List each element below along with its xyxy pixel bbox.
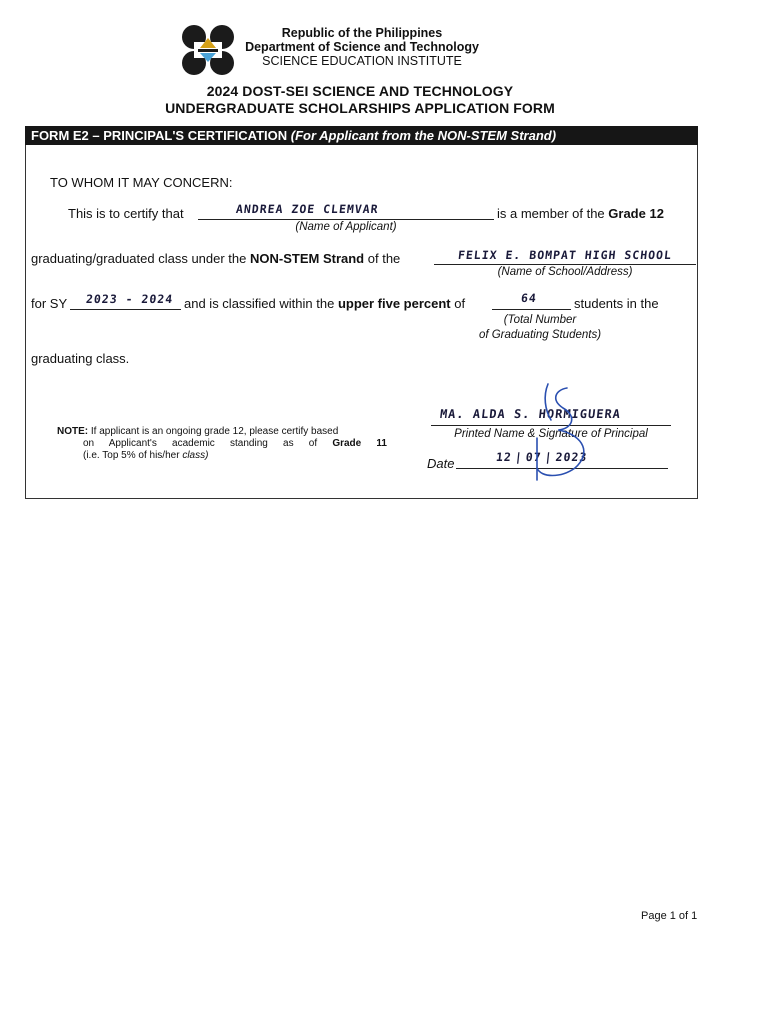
dost-logo-icon [180, 24, 236, 76]
line1-suffix: is a member of the [497, 206, 605, 221]
line1-prefix: This is to certify that [68, 206, 184, 221]
line1-grade: Grade 12 [608, 206, 664, 221]
sy-value: 2023 - 2024 [85, 292, 174, 306]
signature-scribble [515, 380, 605, 484]
note-line3-a: (i.e. Top 5% of his/her [83, 450, 180, 461]
note-line1: If applicant is an ongoing grade 12, please certify based [90, 426, 339, 437]
total-value: 64 [520, 291, 538, 305]
line3-prefix: for SY [31, 296, 68, 311]
line2-prefix: graduating/graduated class under the [31, 251, 247, 266]
date-month: 12 [495, 450, 513, 464]
header-department: Department of Science and Technology [245, 40, 479, 54]
salutation: TO WHOM IT MAY CONCERN: [50, 175, 233, 190]
school-name-line [434, 264, 696, 265]
total-caption-1: (Total Number [503, 314, 577, 326]
header-country: Republic of the Philippines [281, 26, 443, 40]
school-name-value: FELIX E. BOMPAT HIGH SCHOOL [457, 248, 673, 262]
note [57, 426, 387, 462]
sy-line [70, 309, 181, 310]
form-title-line1: 2024 DOST-SEI SCIENCE AND TECHNOLOGY [206, 83, 514, 99]
form-bar [25, 126, 698, 145]
closing-text: graduating class. [31, 351, 130, 366]
form-title-line2: UNDERGRADUATE SCHOLARSHIPS APPLICATION FORM [165, 100, 555, 116]
form-bar-title: FORM E2 – PRINCIPAL'S CERTIFICATION [31, 128, 288, 143]
note-line2-b: Grade 11 [332, 438, 387, 449]
total-line [492, 309, 571, 310]
line3-mid: and is classified within the [184, 296, 335, 311]
form-bar-subtitle: (For Applicant from the NON-STEM Strand) [290, 128, 557, 143]
total-caption-2: of Graduating Students) [478, 329, 602, 341]
school-caption: (Name of School/Address) [497, 266, 633, 278]
header-institute: SCIENCE EDUCATION INSTITUTE [262, 54, 462, 68]
line3-bold: upper five percent [337, 296, 451, 311]
note-line2-a: on Applicant's academic standing as of [83, 438, 318, 449]
principal-caption: Printed Name & Signature of Principal [454, 428, 648, 440]
note-line3-b: class) [182, 450, 209, 461]
line2-suffix: of the [367, 251, 401, 266]
date-day: 07 [525, 450, 543, 464]
date-year: 2023 [554, 450, 589, 464]
date-label: Date [427, 456, 455, 471]
line3-suffix: students in the [574, 296, 659, 311]
principal-name-value: MA. ALDA S. HORMIGUERA [439, 407, 622, 421]
note-label: NOTE: [57, 426, 89, 437]
applicant-name-value: ANDREA ZOE CLEMVAR [235, 202, 380, 216]
applicant-caption: (Name of Applicant) [295, 221, 397, 233]
line2-strand: NON-STEM Strand [250, 251, 365, 266]
page-number: Page 1 of 1 [641, 910, 698, 922]
line3-of: of [454, 296, 466, 311]
applicant-name-line [198, 219, 494, 220]
